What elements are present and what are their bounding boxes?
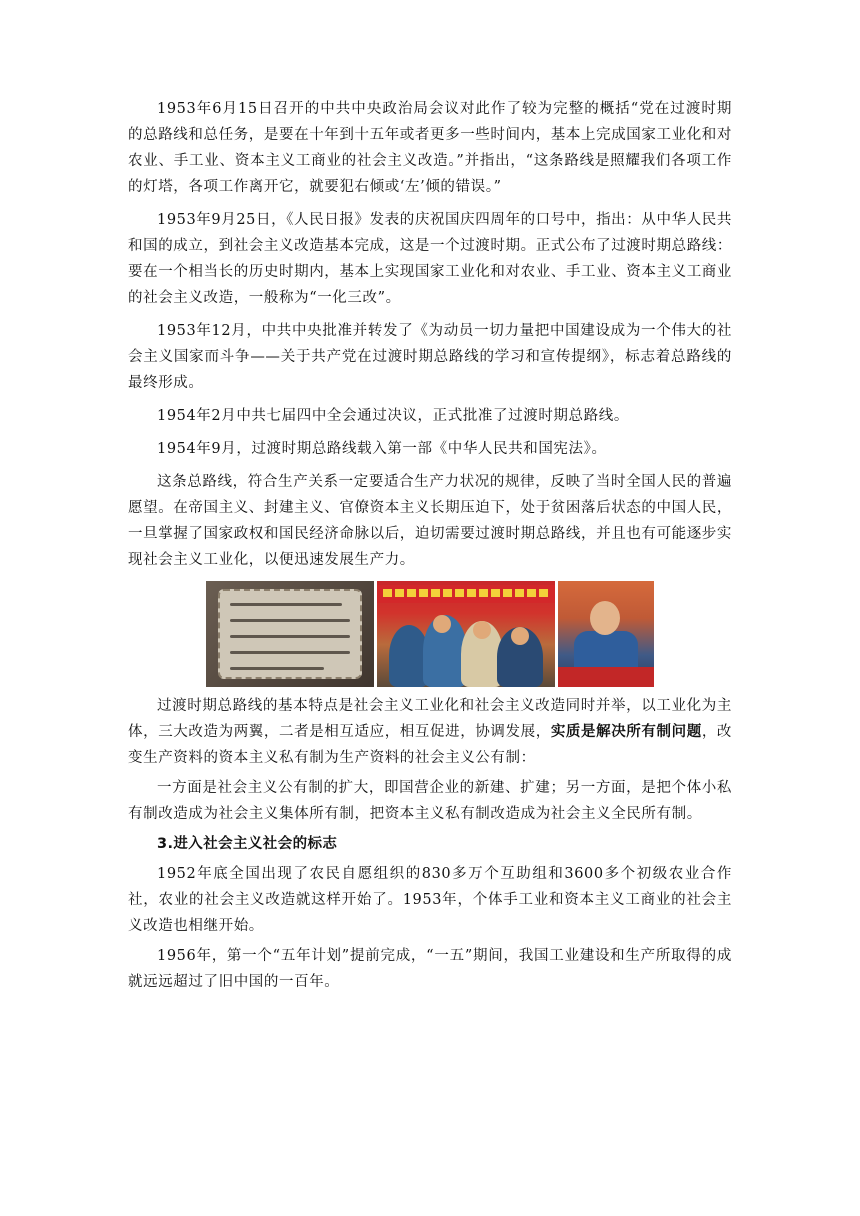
paragraph-1953-december: 1953年12月，中共中央批准并转发了《为动员一切力量把中国建设成为一个伟大的社会主义国家而斗争——关于共产党在过渡时期总路线的学习和宣传提纲》，标志着总路线的最终形成。 xyxy=(128,323,732,391)
paragraph-1956-five-year-plan: 1956年，第一个“五年计划”提前完成，“一五”期间，我国工业建设和生产所取得的成就远远超过了旧中国的一百年。 xyxy=(128,948,732,990)
paragraph-1953-june: 1953年6月15日召开的中共中央政治局会议对此作了较为完整的概括“党在过渡时期的总路线和总任务，是要在十年到十五年或者更多一些时间内，基本上完成国家工业化和对农业、手工业、资本主义工商业的社会主义改造。”并指出，“这条路线是照耀我们各项工作的灯塔，各项工作离开它，就要犯右倾或‘左’倾的错误。” xyxy=(128,101,732,195)
features-text-after: ，改变生产资料的资本主义私有制为生产资料的社会主义公有制： xyxy=(128,724,733,766)
paragraph-two-aspects: 一方面是社会主义公有制的扩大，即国营企业的新建、扩建；另一方面，是把个体小私有制改造成为社会主义集体所有制，把资本主义私有制改造成为社会主义全民所有制。 xyxy=(128,780,732,822)
features-text-before: 过渡时期总路线的基本特点是社会主义工业化和社会主义改造同时并举，以工业化为主体，三大改造为两翼，二者是相互适应，相互促进，协调发展， xyxy=(128,698,732,740)
paragraph-1953-september: 1953年9月25日，《人民日报》发表的庆祝国庆四周年的口号中，指出：从中华人民共和国的成立，到社会主义改造基本完成，这是一个过渡时期。正式公布了过渡时期总路线：要在一个相当长的历史时期内，基本上实现国家工业化和对农业、手工业、资本主义工商业的社会主义改造，一般称为“一化三改”。 xyxy=(128,212,732,306)
document-page xyxy=(128,96,732,995)
poster-image-row xyxy=(128,581,732,687)
poster-image-build-socialism xyxy=(377,581,555,687)
section-heading: 3.进入社会主义社会的标志 xyxy=(157,836,338,852)
paragraph-1954-september: 1954年9月，过渡时期总路线载入第一部《中华人民共和国宪法》。 xyxy=(157,441,607,457)
paragraph-1952-cooperatives: 1952年底全国出现了农民自愿组织的830多万个互助组和3600多个初级农业合作社，农业的社会主义改造就这样开始了。1953年，个体手工业和资本主义工商业的社会主义改造也相继开始。 xyxy=(128,866,732,934)
paragraph-general-line-significance: 这条总路线，符合生产关系一定要适合生产力状况的规律，反映了当时全国人民的普遍愿望。在帝国主义、封建主义、官僚资本主义长期压迫下，处于贫困落后状态的中国人民，一旦掌握了国家政权和国民经济命脉以后，迫切需要过渡时期总路线，并且也有可能逐步实现社会主义工业化，以便迅速发展生产力。 xyxy=(128,474,732,568)
paragraph-basic-features xyxy=(128,693,732,771)
poster-image-supply-cooperative xyxy=(206,581,374,687)
paragraph-1954-february: 1954年2月中共七届四中全会通过决议，正式批准了过渡时期总路线。 xyxy=(157,408,629,424)
features-emphasis: 实质是解决所有制问题 xyxy=(550,723,702,740)
poster-image-worker xyxy=(558,581,654,687)
